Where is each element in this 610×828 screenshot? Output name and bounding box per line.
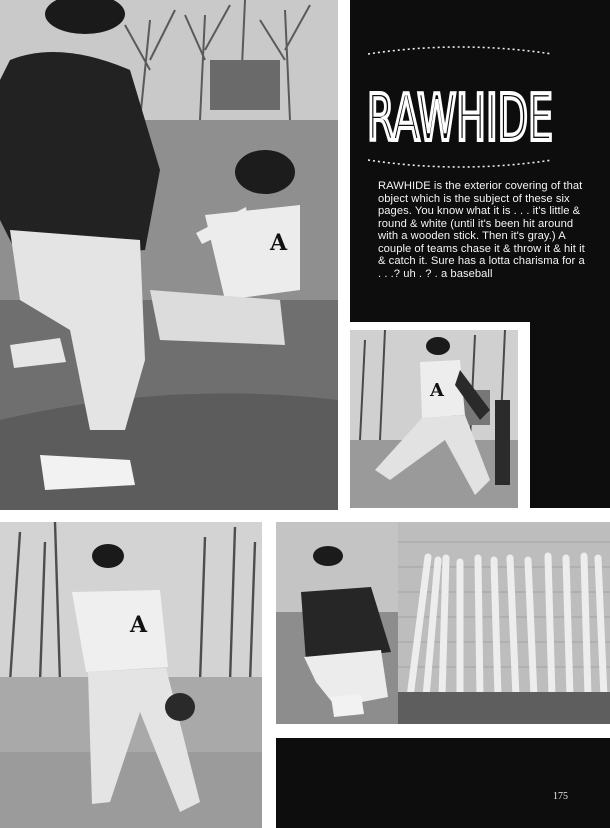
right-black-strip — [530, 322, 610, 508]
photo-infielder-ready — [0, 522, 262, 828]
bottom-black-panel — [276, 738, 610, 828]
photo-crouching-coach — [276, 522, 398, 724]
infielder-photo-art — [0, 522, 262, 828]
bat-rack-photo-art — [398, 522, 610, 724]
page-number: 175 — [553, 791, 568, 802]
coach-photo-art — [276, 522, 398, 724]
title-graphic — [360, 42, 560, 172]
infielder-jersey-letter: A — [130, 612, 148, 638]
title-panel — [350, 0, 610, 322]
photo-pitcher-windup — [350, 330, 518, 508]
intro-paragraph: RAWHIDE is the exterior covering of that object which is the subject of these six pages. You know what it is . . . it's little & round & white (until it's been hit around with a wooden stick. Then it's gray.) A couple of teams chase it & throw it & hit it & catch it. Sure has a lotta charisma for a . . .? uh . ? . a baseball — [378, 180, 585, 280]
pitcher-photo-art — [350, 330, 518, 508]
photo-bat-rack — [398, 522, 610, 724]
slide-jersey-letter: A — [270, 230, 288, 256]
slide-photo-art — [0, 0, 338, 510]
pitcher-jersey-letter: A — [430, 380, 444, 401]
rawhide-title: RAWHIDE — [367, 82, 553, 156]
photo-slide-into-base — [0, 0, 338, 510]
